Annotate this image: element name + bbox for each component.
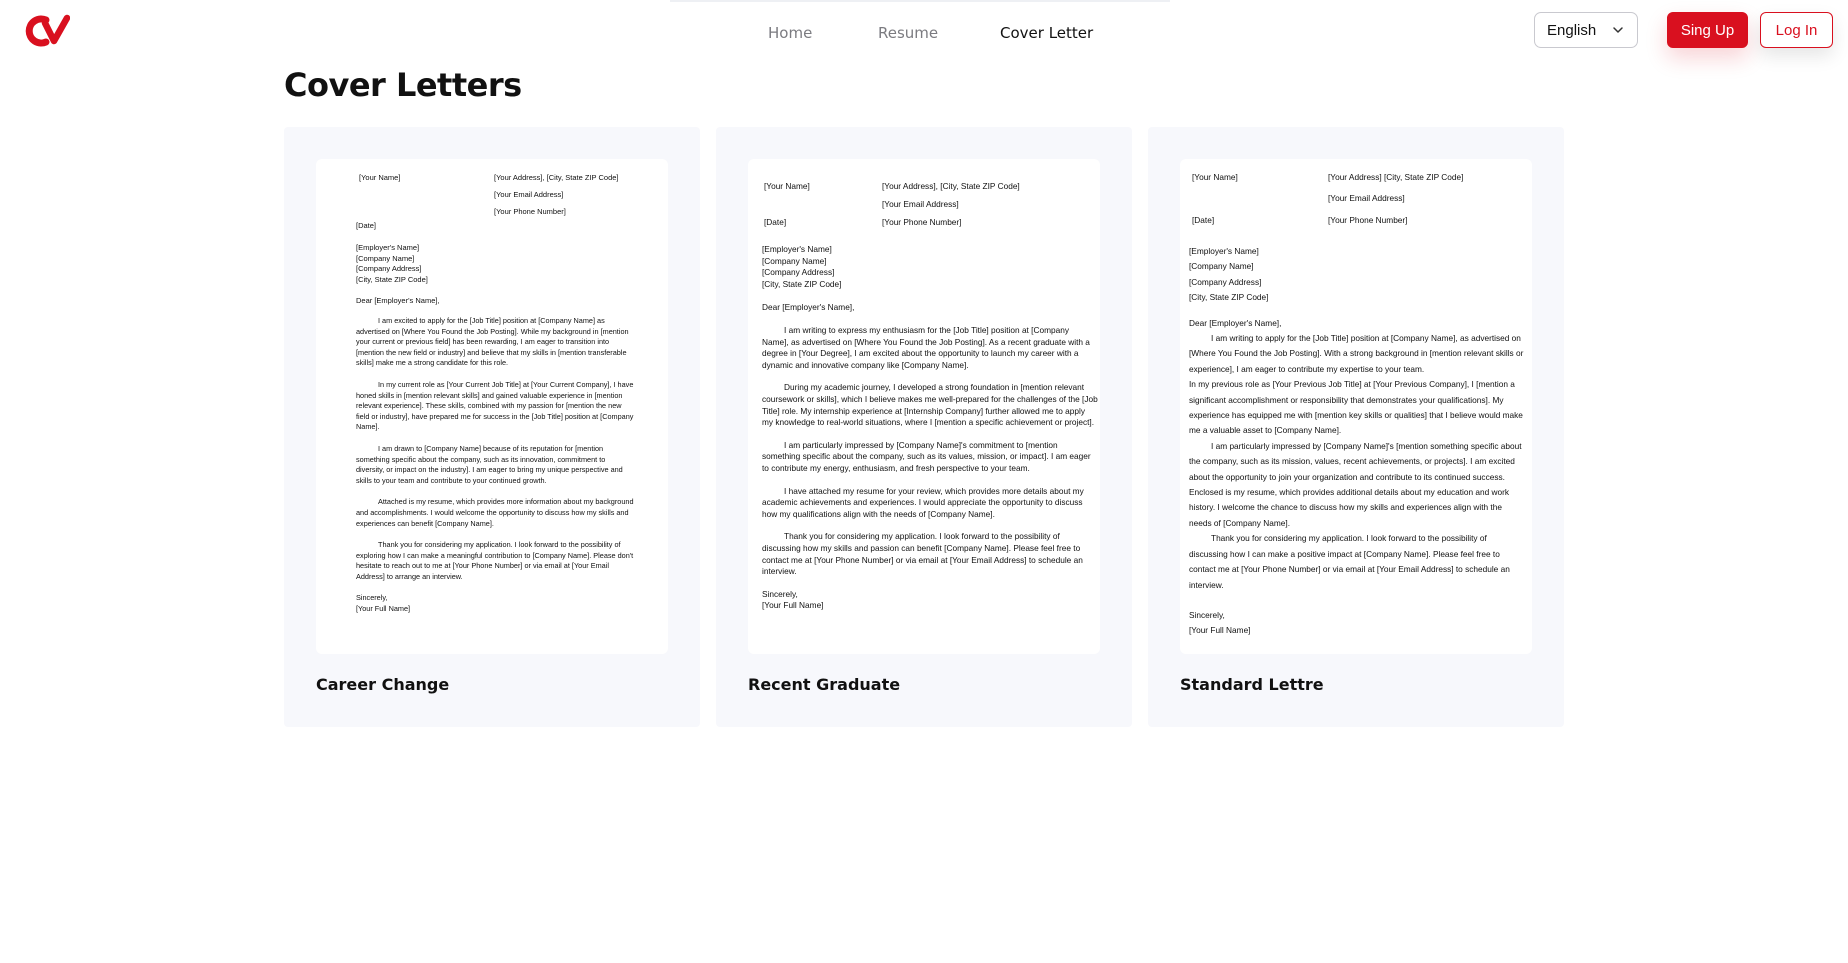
letter-sender-phone: [Your Phone Number] (494, 207, 566, 216)
letter-sender-name: [Your Name] (764, 181, 810, 191)
letter-signature: [Your Full Name] (356, 604, 411, 614)
card-title: Recent Graduate (748, 675, 901, 694)
recipient-line: [Company Name] (762, 255, 827, 266)
nav-home-link[interactable]: Home (768, 24, 813, 42)
signup-button[interactable]: Sing Up (1667, 12, 1748, 48)
letter-paragraph: I am writing to express my enthusiasm for the [Job Title] position at [Company Name], as advertised on [Where You Found the Job Posting]. As a recent graduate with a degree in [Your Degree], I am excited about the opportunity to launch my career with a dynamic and innovative company like [Company Name]. (762, 325, 1090, 370)
letter-preview (316, 159, 668, 654)
letter-preview (1180, 159, 1532, 654)
cover-letter-card-career-change[interactable] (284, 127, 700, 727)
letter-preview (748, 159, 1100, 654)
letter-paragraph: Thank you for considering my application. I look forward to the possibility of discussing how I can make a positive impact at [Company Name]. Please feel free to contact me at [Your Phone Number] or via email at [Your Email Address] to schedule an interview. (1189, 533, 1510, 590)
letter-paragraph: During my academic journey, I developed a strong foundation in [mention relevant coursework or skills], which I believe makes me well-prepared for the challenges of the [Job Title] role. My internship experience at [Internship Company] further allowed me to apply my knowledge to real-world situations, where I [mention a specific achievement or project]. (762, 382, 1098, 428)
letter-paragraph: In my previous role as [Your Previous Job Title] at [Your Previous Company], I [mention a significant accomplishment or responsibility that demonstrates your qualifications]. My experience has equipped me with [mention key skills or qualities] that I believe would make me a valuable asset to [Company Name]. (1189, 379, 1523, 436)
recipient-line: [Employer's Name] (356, 243, 420, 252)
card-title: Standard Lettre (1180, 675, 1324, 694)
recipient-line: [City, State ZIP Code] (356, 274, 428, 284)
recipient-line: [Company Name] (1189, 261, 1254, 272)
recipient-line: [Employer's Name] (762, 244, 832, 254)
letter-paragraph: I am writing to apply for the [Job Title] position at [Company Name], as advertised on [Where You Found the Job Posting]. With a strong background in [mention relevant skills or experience], I am eager to contribute my expertise to your team. (1189, 333, 1524, 374)
letter-paragraph: I am particularly impressed by [Company Name]'s [mention something specific about the company, such as its mission, values, recent achievements, or projects]. I am excited about the opportunity to join your organization and contribute to its continued success. (1189, 440, 1522, 482)
recipient-line: [Company Address] (762, 267, 835, 278)
chevron-down-icon (1611, 23, 1625, 37)
language-select-value: English (1547, 21, 1597, 39)
letter-paragraph: In my current role as [Your Current Job Title] at [Your Current Company], I have honed skills in [mention relevant skills] and gained valuable experience in [mention relevant experience]. These skills, combined with my passion for [mention the new field or industry], have prepared me for success in the [Job Title] position at [Company Name]. (356, 379, 634, 432)
letter-sender-name: [Your Name] (1192, 172, 1238, 182)
letter-closing: Sincerely, (356, 593, 388, 603)
page-title: Cover Letters (284, 66, 522, 104)
letter-sender-phone: [Your Phone Number] (1328, 215, 1408, 225)
letter-recipient (762, 244, 841, 290)
top-divider (670, 0, 1170, 2)
language-select[interactable] (1534, 12, 1638, 48)
letter-closing: Sincerely, (1189, 609, 1225, 620)
letter-date: [Date] (764, 217, 787, 227)
letter-body (1189, 331, 1525, 639)
recipient-line: [Employer's Name] (1189, 246, 1259, 256)
nav-cover-letter-link[interactable]: Cover Letter (1000, 24, 1094, 42)
letter-recipient (356, 243, 428, 285)
letter-salutation: Dear [Employer's Name], (1189, 318, 1282, 328)
letter-paragraph: I have attached my resume for your review, which provides more details about my academic achievements and experiences. I would appreciate the opportunity to discuss how my qualifications align with the needs of [Company Name]. (762, 485, 1084, 519)
letter-sender-email: [Your Email Address] (1328, 193, 1405, 203)
cover-letter-card-standard[interactable] (1148, 127, 1564, 727)
letter-paragraph: Attached is my resume, which provides more information about my background and accomplishments. I would welcome the opportunity to discuss how my skills and experiences can benefit [Company Name]. (356, 497, 634, 528)
recipient-line: [Company Address] (356, 264, 422, 274)
letter-sender-address: [Your Address], [City, State ZIP Code] (494, 173, 619, 182)
cover-letter-card-recent-graduate[interactable] (716, 127, 1132, 727)
letter-sender-email: [Your Email Address] (494, 190, 564, 199)
letter-paragraph: Enclosed is my resume, which provides additional details about my education and work history. I welcome the chance to discuss how my skills and experiences align with the needs of [Company Name]. (1189, 487, 1510, 528)
recipient-line: [City, State ZIP Code] (1189, 292, 1269, 303)
card-title: Career Change (316, 675, 450, 694)
letter-sender-name: [Your Name] (359, 173, 401, 182)
recipient-line: [Company Name] (356, 253, 415, 263)
letter-signature: [Your Full Name] (762, 600, 824, 611)
recipient-line: [City, State ZIP Code] (762, 278, 842, 289)
nav-resume-link[interactable]: Resume (878, 24, 939, 42)
letter-sender-address: [Your Address], [City, State ZIP Code] (882, 181, 1020, 191)
letter-paragraph: Thank you for considering my application. I look forward to the possibility of exploring how I can make a meaningful contribution to [Company Name]. Please don't hesitate to reach out to me at [Your Phone Number] or via email at [Your Email Address] to arrange an interview. (356, 540, 634, 581)
login-button[interactable]: Log In (1760, 12, 1833, 48)
letter-signature: [Your Full Name] (1189, 625, 1251, 636)
letter-salutation: Dear [Employer's Name], (356, 296, 440, 305)
letter-sender-email: [Your Email Address] (882, 199, 959, 209)
letter-sender-phone: [Your Phone Number] (882, 217, 962, 227)
letter-date: [Date] (1192, 215, 1215, 225)
letter-sender-address: [Your Address] [City, State ZIP Code] (1328, 172, 1464, 182)
letter-closing: Sincerely, (762, 588, 798, 599)
letter-paragraph: I am excited to apply for the [Job Title] position at [Company Name] as advertised on [Where You Found the Job Posting]. While my background in [mention your current or previous field] has been rewarding, I am eager to transition into [mention the new field or industry] and believe that my skills in [mention transferable skills] make me a strong candidate for this role. (356, 316, 629, 368)
letter-body (356, 316, 634, 615)
letter-recipient (1189, 244, 1268, 306)
letter-paragraph: Thank you for considering my application. I look forward to the possibility of discussing how my skills and passion can benefit [Company Name]. Please feel free to contact me at [Your Phone Number] or via email at [Your Email Address] to schedule an interview. (762, 531, 1083, 577)
letter-paragraph: I am particularly impressed by [Company Name]'s commitment to [mention something specific about the company, such as its values, mission, or impact]. I am eager to contribute my energy, enthusiasm, and fresh perspective to your team. (762, 439, 1091, 473)
letter-salutation: Dear [Employer's Name], (762, 302, 855, 312)
letter-body (762, 325, 1098, 612)
letter-paragraph: I am drawn to [Company Name] because of its reputation for [mention something specific about the company, such as its innovation, commitment to diversity, or impact on the industry]. I am eager to bring my unique perspective and skills to your team and contribute to your continued growth. (356, 443, 623, 485)
recipient-line: [Company Address] (1189, 276, 1262, 287)
letter-date: [Date] (356, 221, 377, 230)
